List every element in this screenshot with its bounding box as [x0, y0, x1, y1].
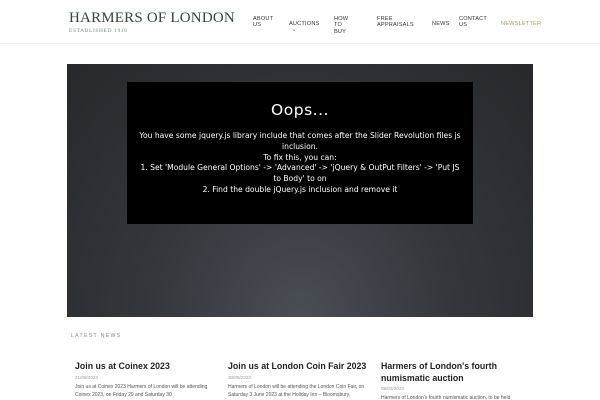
nav-contact-us[interactable]	[459, 16, 487, 29]
nav-about-us-line2: US	[253, 22, 262, 29]
news-excerpt: Harmers of London will be attending the London Coin Fair, on Saturday 3 June 2023 at the Holiday Inn – Bloomsbury,	[228, 383, 365, 398]
logo-text: HARMERS OF LONDON	[69, 10, 235, 26]
nav-contact-us-line2: US	[459, 22, 468, 29]
nav-newsletter-label: NEWSLETTER	[501, 21, 542, 27]
nav-auctions[interactable]	[289, 21, 320, 34]
news-item-london-coin-fair	[228, 361, 368, 399]
news-item-fourth-auction	[381, 361, 516, 400]
nav-news[interactable]	[432, 21, 450, 27]
nav-free-appraisals[interactable]	[377, 16, 414, 29]
error-line-4: 2. Find the double jQuery.js inclusion and remove it	[202, 184, 398, 194]
hero-slider	[67, 64, 533, 317]
nav-about-us-line1: ABOUT	[253, 16, 274, 22]
site-header	[0, 0, 600, 44]
news-excerpt: Join us at Coinex 2023 Harmers of London will be attending Coinex 2023, on Friday 29 and Saturday 30	[75, 383, 208, 398]
nav-contact-us-line1: CONTACT	[459, 16, 488, 22]
error-line-2: To fix this, you can:	[263, 152, 337, 162]
site-logo[interactable]	[69, 11, 235, 34]
error-message	[127, 131, 473, 196]
latest-news-label: LATEST NEWS	[71, 333, 122, 339]
news-date: 30/05/2023	[228, 374, 251, 380]
error-title: Oops...	[271, 101, 329, 119]
nav-about-us[interactable]	[253, 16, 273, 29]
news-item-coinex	[75, 361, 215, 399]
logo-subtitle: ESTABLISHED 1918	[69, 28, 128, 34]
news-title[interactable]: Harmers of London's fourth numismatic auction	[381, 361, 497, 383]
chevron-down-icon: ⌄	[292, 27, 297, 34]
nav-how-to-buy[interactable]	[334, 16, 348, 35]
nav-how-to-buy-line1: HOW TO	[334, 16, 349, 29]
news-title[interactable]: Join us at London Coin Fair 2023	[228, 361, 367, 371]
error-line-3: 1. Set 'Module General Options' -> 'Advanced' -> 'jQuery & OutPut Filters' -> 'Put JS to Body' to on	[140, 163, 460, 184]
slider-error-box	[127, 82, 473, 224]
nav-news-label: NEWS	[432, 21, 450, 27]
nav-newsletter[interactable]	[501, 21, 541, 27]
nav-free-appraisals-line2: APPRAISALS	[377, 22, 414, 29]
nav-free-appraisals-line1: FREE	[377, 16, 393, 22]
news-title[interactable]: Join us at Coinex 2023	[75, 361, 170, 371]
error-line-1: You have some jquery.js library include that comes after the Slider Revolution files js inclusion.	[139, 131, 461, 151]
news-date: 08/03/2023	[381, 386, 404, 391]
nav-how-to-buy-line2: BUY	[334, 28, 347, 35]
news-excerpt: Harmers of London's fourth numismatic auction, to be held	[381, 395, 511, 400]
nav-auctions-label: AUCTIONS	[289, 21, 320, 27]
news-date: 21/09/2023	[75, 374, 98, 380]
